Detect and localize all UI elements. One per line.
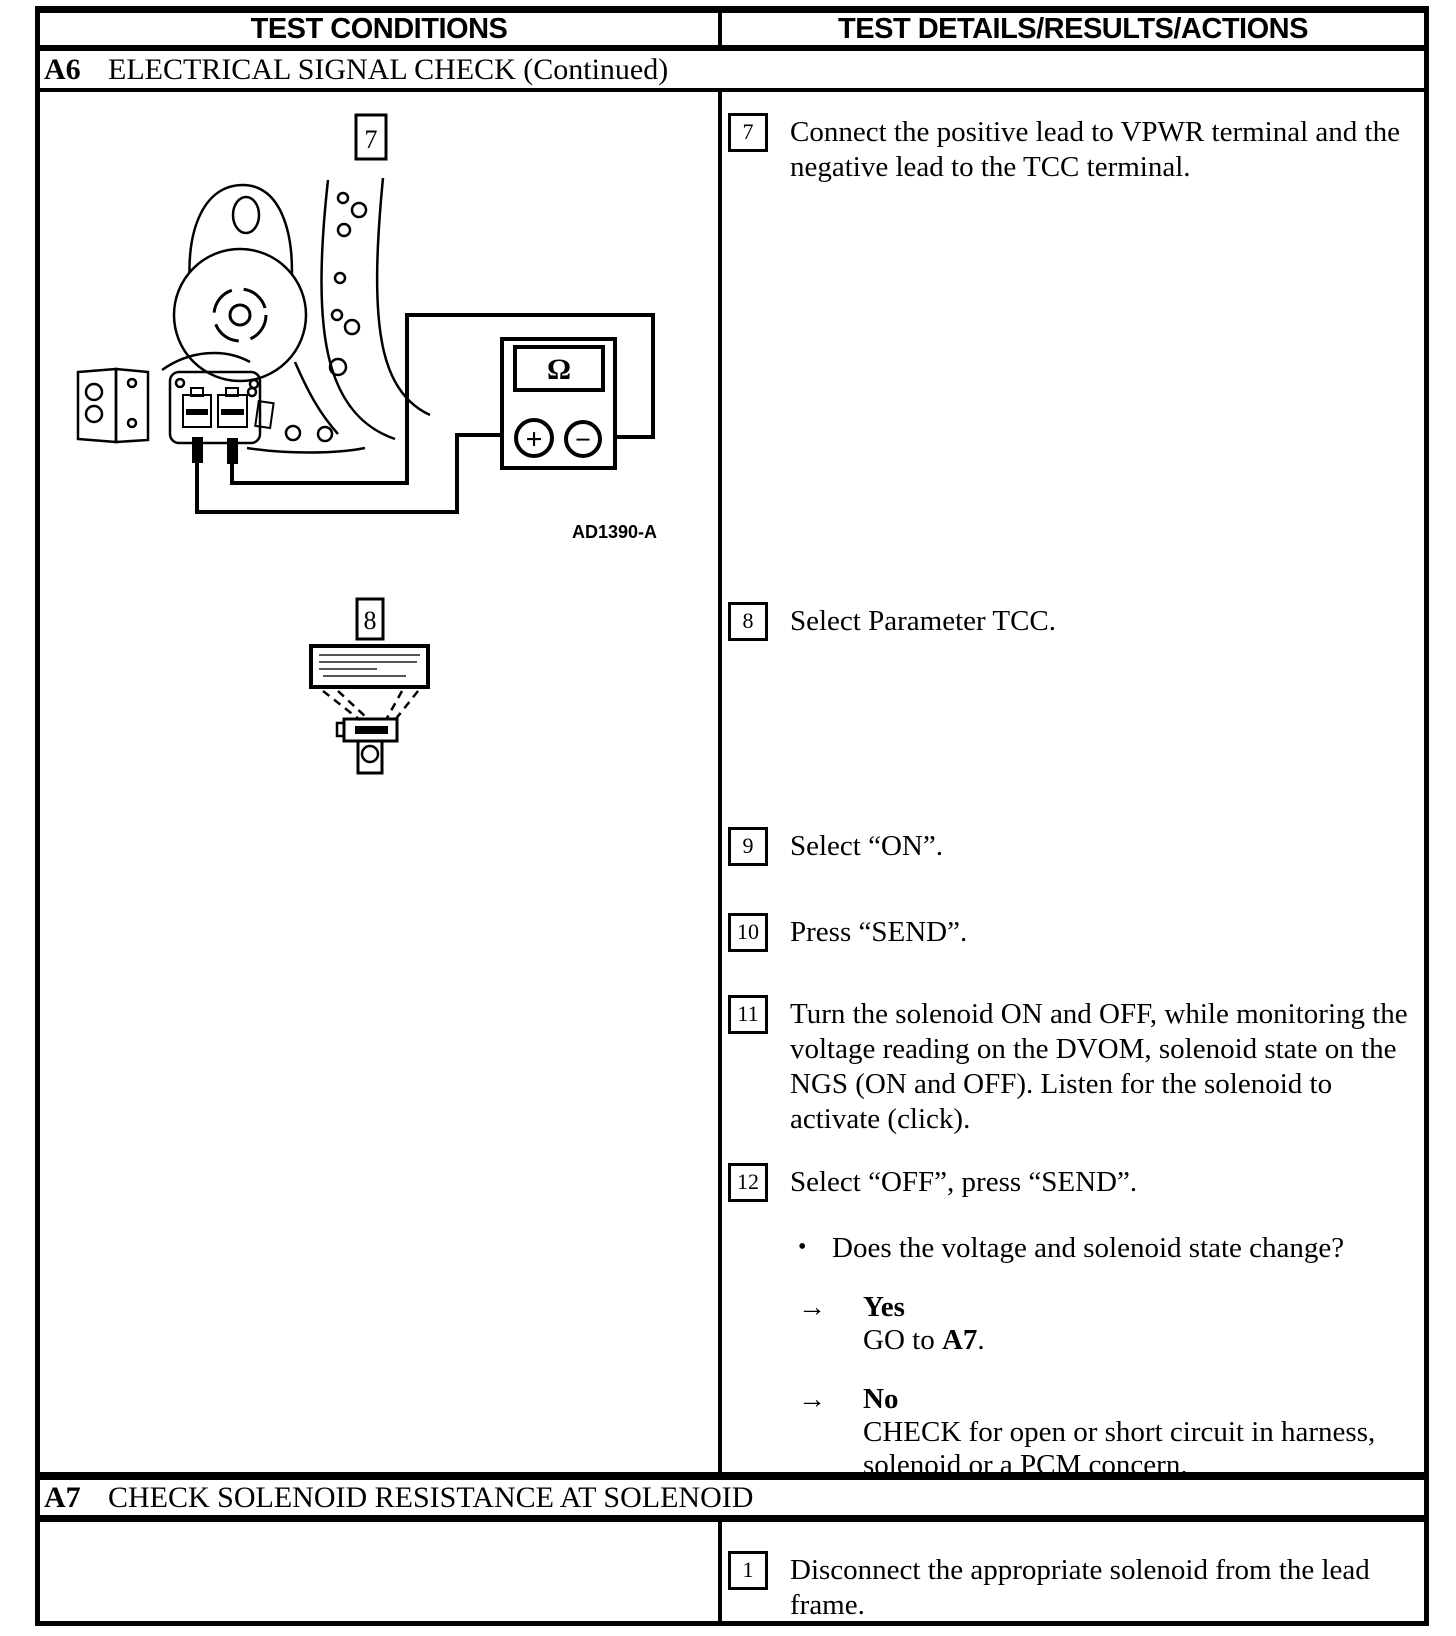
minus-icon: − [575,425,591,456]
ngs-connector [337,719,397,773]
result-no-label: No [863,1383,899,1415]
section-title-a6: ELECTRICAL SIGNAL CHECK (Continued) [108,52,669,86]
step-number-box: 1 [728,1551,768,1590]
question-text: Does the voltage and solenoid state change? [832,1232,1345,1264]
step-number-box: 11 [728,995,768,1034]
result-yes-label: Yes [863,1291,905,1323]
section-row-a7 [40,1480,1424,1522]
ngs-screen [311,646,428,687]
step-10 [728,913,1426,952]
step-text: Select “OFF”, press “SEND”. [790,1166,1138,1198]
step-12 [728,1163,1426,1202]
result-no [798,1383,1423,1482]
step-number-box: 10 [728,913,768,952]
step-text: Connect the positive lead to VPWR terminal and the negative lead to the TCC terminal. [790,116,1400,183]
mounting-bracket [78,369,148,442]
question-row [798,1231,1422,1266]
arrow-right-icon: → [798,1384,826,1415]
step-9 [728,827,1426,866]
step-text: Press “SEND”. [790,916,968,948]
result-yes-action: GO to A7. [863,1324,985,1356]
callout-8-number: 8 [363,606,377,635]
step-number-box: 7 [728,113,768,152]
arrow-right-icon: → [798,1292,826,1323]
callout-8-box [357,599,383,639]
result-yes [798,1291,1423,1357]
test-probe-1 [192,437,203,463]
col-header-test-conditions: TEST CONDITIONS [40,13,722,45]
lead-frame-band [322,178,431,439]
step-text: Select “ON”. [790,830,943,862]
figure-id-label: AD1390-A [572,522,658,542]
section-code-a6: A6 [44,52,81,86]
header-row [40,13,1424,51]
step-8 [728,602,1426,641]
result-no-action: CHECK for open or short circuit in harness, solenoid or a PCM concern. [863,1416,1376,1481]
step-number-box: 8 [728,602,768,641]
callout-7-number: 7 [364,125,378,154]
content-row-a6 [40,92,1424,1480]
step-text: Disconnect the appropriate solenoid from the lead frame. [790,1554,1370,1621]
ngs-screen-figure [311,646,428,773]
section-title-a7: CHECK SOLENOID RESISTANCE AT SOLENOID [108,1480,754,1514]
test-details-cell [722,92,1424,1481]
callout-7-box [356,115,386,159]
projection-lines [323,691,418,720]
step-7 [728,113,1426,185]
step-11 [728,995,1426,1137]
test-details-cell-a7 [722,1522,1424,1621]
connector-block [170,372,260,464]
test-conditions-cell-a7 [40,1522,722,1621]
section-code-a7: A7 [44,1480,81,1514]
section-row-a6 [40,51,1424,92]
step-text: Select Parameter TCC. [790,605,1057,637]
step-text: Turn the solenoid ON and OFF, while monitoring the voltage reading on the DVOM, solenoid state on the NGS (ON and OFF). Listen for the solenoid to activate (click). [790,998,1408,1135]
step-number-box: 12 [728,1163,768,1202]
content-row-a7 [40,1522,1424,1621]
test-conditions-cell [40,92,722,1472]
plus-icon: + [525,423,543,456]
col-header-test-details: TEST DETAILS/RESULTS/ACTIONS [838,12,1308,45]
ohm-symbol: Ω [546,353,572,386]
test-probe-2 [227,438,238,464]
step-number-box: 9 [728,827,768,866]
step-1 [728,1551,1426,1623]
pinpoint-test-table [35,6,1429,1626]
ohmmeter [502,339,615,468]
figure-solenoid-ohmmeter [40,92,718,1472]
bullet-icon: • [798,1234,807,1260]
